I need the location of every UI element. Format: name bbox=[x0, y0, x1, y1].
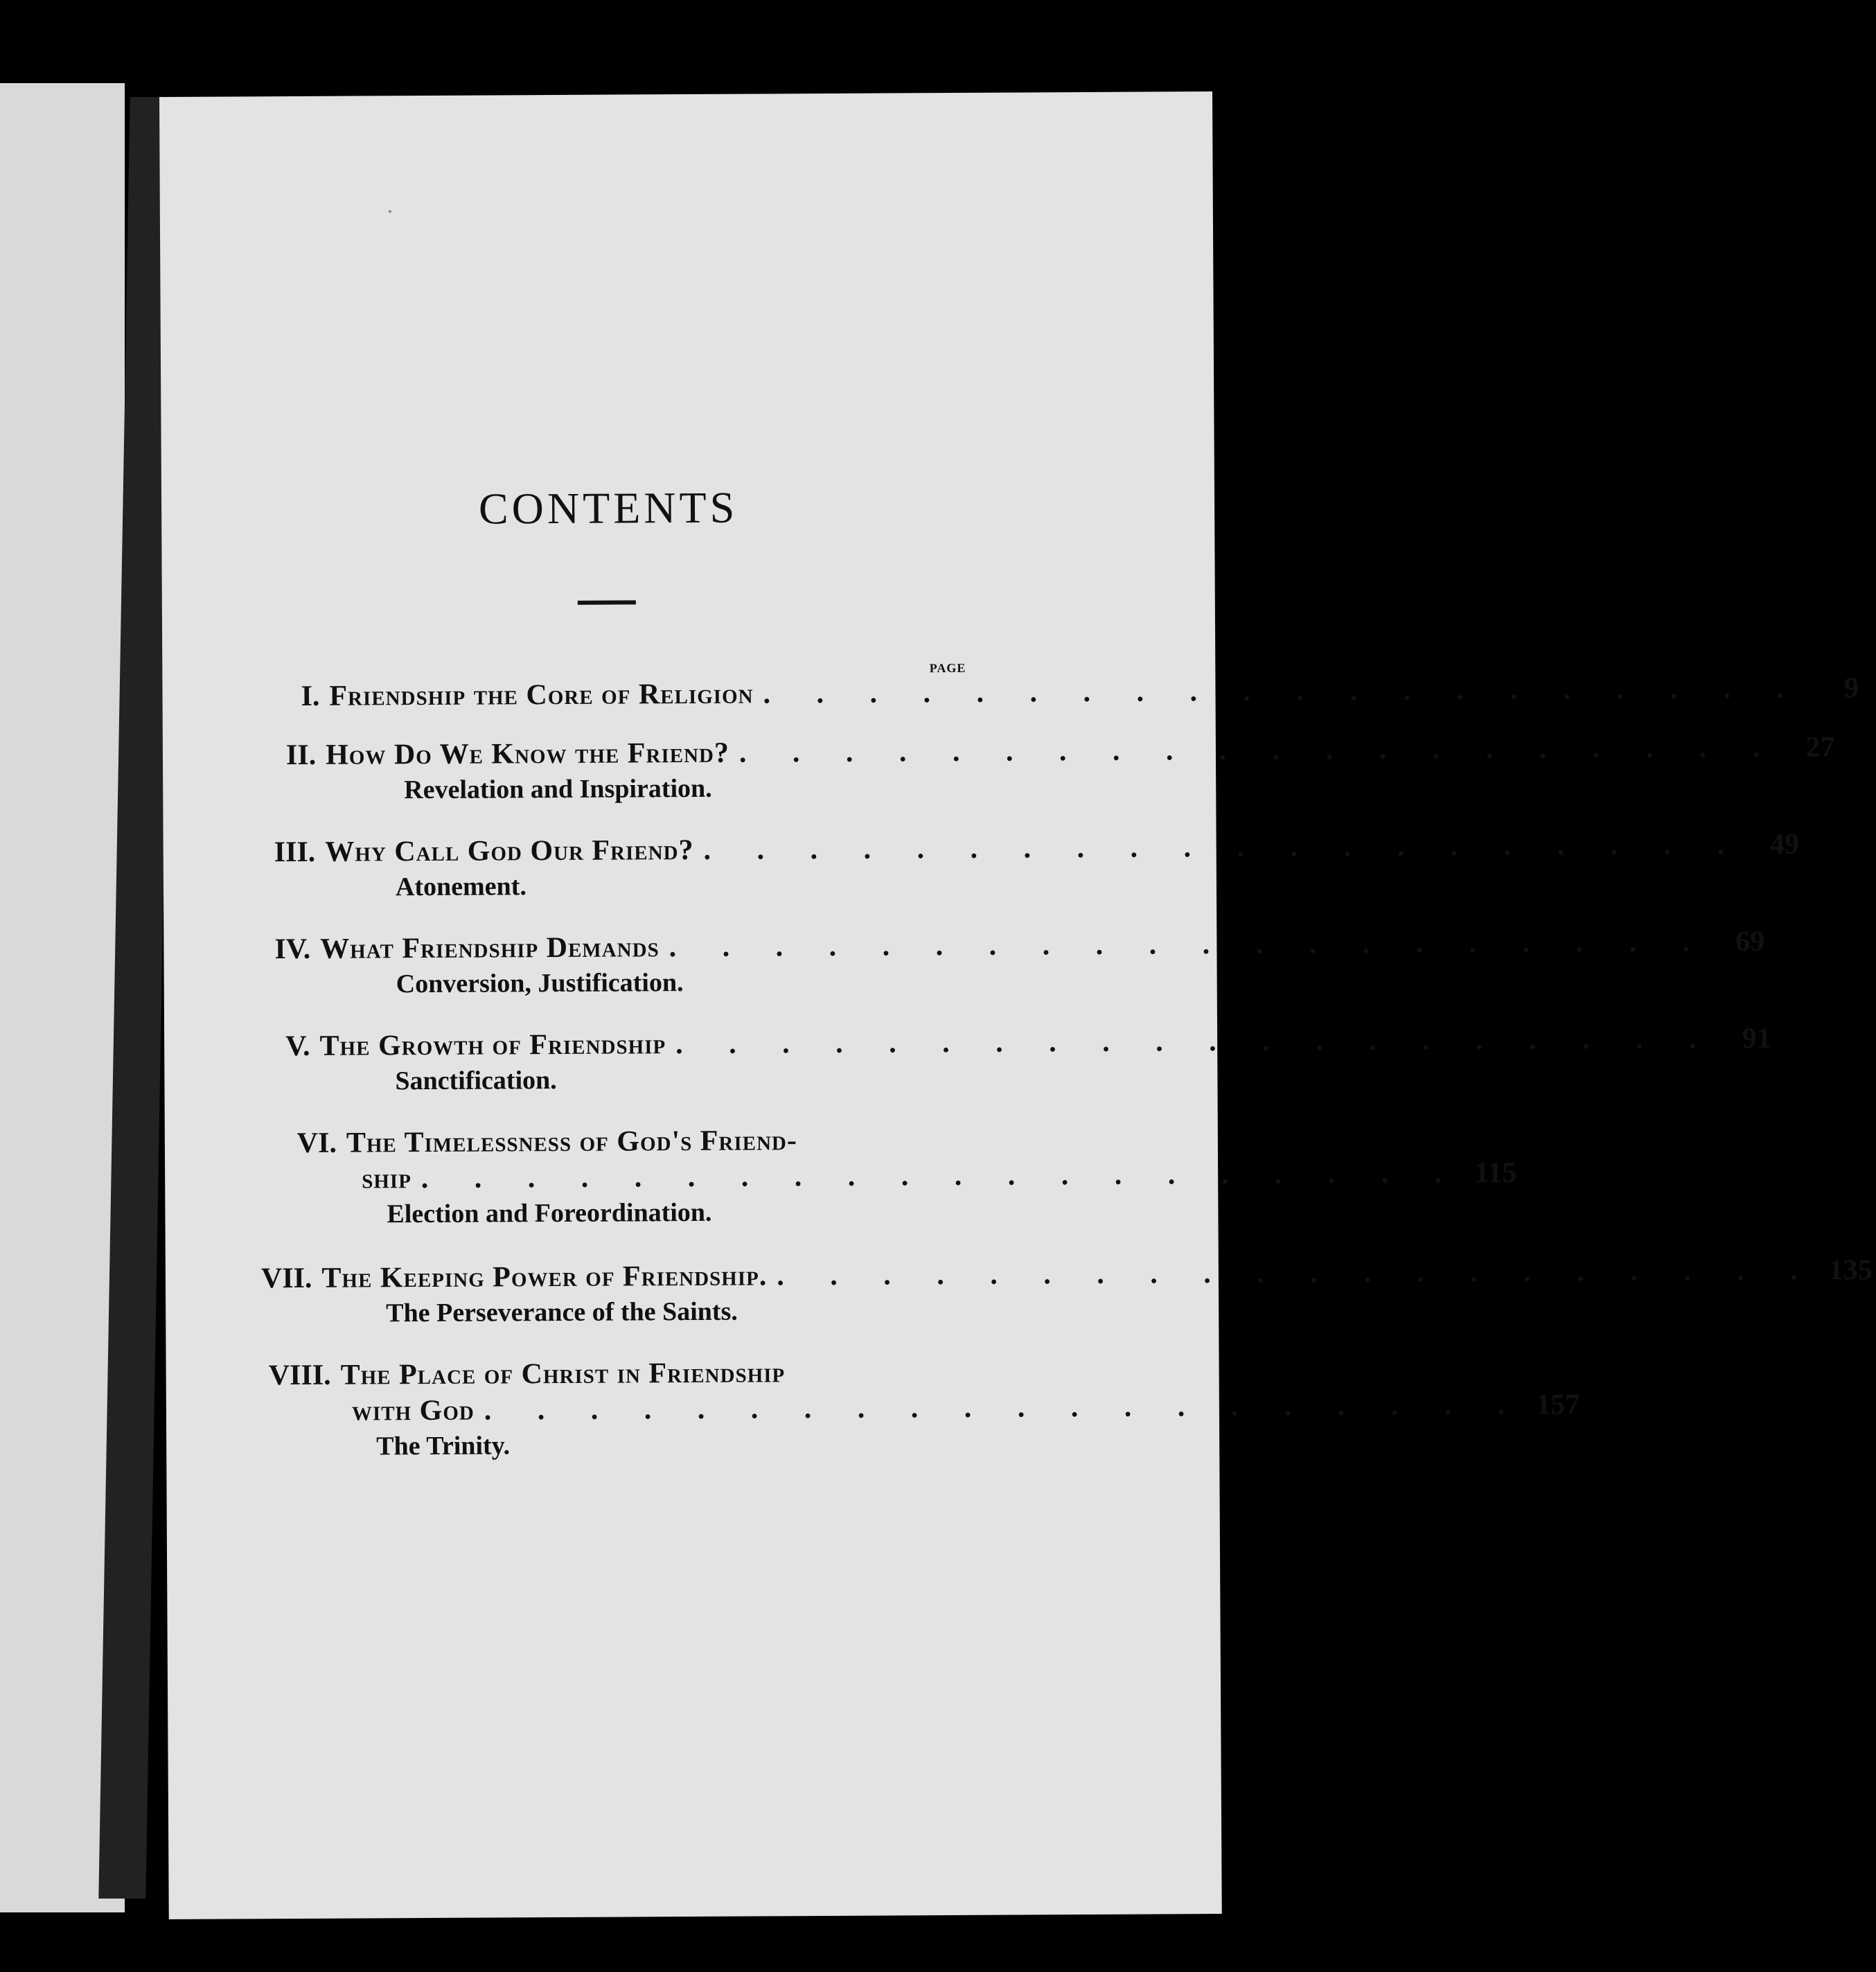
toc-entry-7[interactable] bbox=[260, 1254, 1873, 1331]
chapter-subtitle: Sanctification. bbox=[395, 1066, 557, 1096]
page-number: 49 bbox=[1769, 828, 1800, 861]
chapter-numeral: II. bbox=[285, 739, 317, 772]
chapter-title-continued: ship bbox=[362, 1163, 412, 1195]
dot-leader: . . . . . . . . . . . . . . . . . . . . bbox=[738, 731, 1780, 769]
toc-entry-2[interactable] bbox=[285, 731, 1835, 808]
chapter-subtitle: Election and Foreordination. bbox=[387, 1197, 712, 1229]
chapter-numeral: V. bbox=[285, 1030, 310, 1063]
page-number: 91 bbox=[1742, 1022, 1771, 1055]
toc-entry-4[interactable] bbox=[274, 925, 1765, 1002]
chapter-title: How Do We Know the Friend? bbox=[326, 737, 730, 771]
page-number: 69 bbox=[1735, 925, 1765, 958]
chapter-title: The Keeping Power of Friendship. bbox=[321, 1260, 768, 1294]
toc-entry-line bbox=[285, 1022, 1771, 1064]
chapter-numeral: IV. bbox=[274, 933, 311, 966]
toc-entry-3[interactable] bbox=[274, 828, 1800, 905]
chapter-title: The Timelessness of God's Friend- bbox=[346, 1125, 798, 1159]
chapter-title: The Place of Christ in Friendship bbox=[340, 1357, 786, 1391]
page-number: 157 bbox=[1536, 1389, 1580, 1421]
title-rule bbox=[578, 600, 636, 604]
page-number: 135 bbox=[1828, 1254, 1873, 1287]
toc-entry-line bbox=[274, 925, 1765, 967]
page-title: CONTENTS bbox=[478, 482, 738, 534]
chapter-subtitle: The Perseverance of the Saints. bbox=[386, 1296, 738, 1328]
toc-entry-5[interactable] bbox=[285, 1022, 1771, 1099]
dot-leader: . . . . . . . . . . . . . . . . . . . . bbox=[763, 672, 1804, 710]
dot-leader: . . . . . . . . . . . . . . . . . . . . bbox=[703, 829, 1744, 866]
paper-speck bbox=[389, 210, 391, 213]
contents-page bbox=[159, 91, 1873, 1919]
page-number: 115 bbox=[1474, 1156, 1517, 1190]
dot-leader: . . . . . . . . . . . . . . . . . . . . bbox=[484, 1389, 1525, 1427]
chapter-subtitle: Atonement. bbox=[395, 872, 526, 902]
chapter-subtitle: Conversion, Justification. bbox=[396, 968, 684, 999]
chapter-subtitle: The Trinity. bbox=[376, 1431, 511, 1461]
chapter-title-continued: with God bbox=[351, 1394, 475, 1427]
toc-entry-1[interactable] bbox=[301, 672, 1859, 714]
chapter-title: What Friendship Demands bbox=[320, 931, 660, 965]
toc-entry-line bbox=[301, 672, 1859, 714]
chapter-numeral: VI. bbox=[297, 1127, 337, 1159]
toc-entry-line bbox=[274, 828, 1800, 870]
chapter-numeral: VII. bbox=[260, 1262, 312, 1295]
dot-leader: . . . . . . . . . . . . . . . . . . . . bbox=[421, 1157, 1462, 1195]
toc-entry-line bbox=[267, 1156, 1517, 1197]
chapter-numeral: I. bbox=[301, 680, 320, 712]
toc-entry-6[interactable] bbox=[267, 1121, 1517, 1232]
toc-entry-8[interactable] bbox=[241, 1353, 1580, 1464]
page-column-label: PAGE bbox=[929, 660, 966, 676]
toc-entry-line bbox=[241, 1389, 1580, 1429]
dot-leader: . . . . . . . . . . . . . . . . . . . . bbox=[669, 926, 1710, 964]
chapter-numeral: III. bbox=[274, 836, 316, 869]
chapter-title: Friendship the Core of Religion bbox=[329, 678, 754, 712]
chapter-title: Why Call God Our Friend? bbox=[325, 834, 694, 868]
toc-entry-line bbox=[260, 1254, 1873, 1296]
dot-leader: . . . . . . . . . . . . . . . . . . . . bbox=[777, 1254, 1817, 1292]
dot-leader: . . . . . . . . . . . . . . . . . . . . bbox=[675, 1023, 1716, 1061]
toc-entry-line bbox=[241, 1353, 1100, 1393]
toc-entry-line bbox=[267, 1121, 1106, 1161]
chapter-numeral: VIII. bbox=[268, 1359, 331, 1392]
page-number: 9 bbox=[1843, 672, 1859, 705]
chapter-title: The Growth of Friendship bbox=[319, 1028, 666, 1062]
page-number: 27 bbox=[1805, 731, 1835, 764]
chapter-subtitle: Revelation and Inspiration. bbox=[404, 773, 712, 805]
toc-entry-line bbox=[285, 731, 1835, 773]
